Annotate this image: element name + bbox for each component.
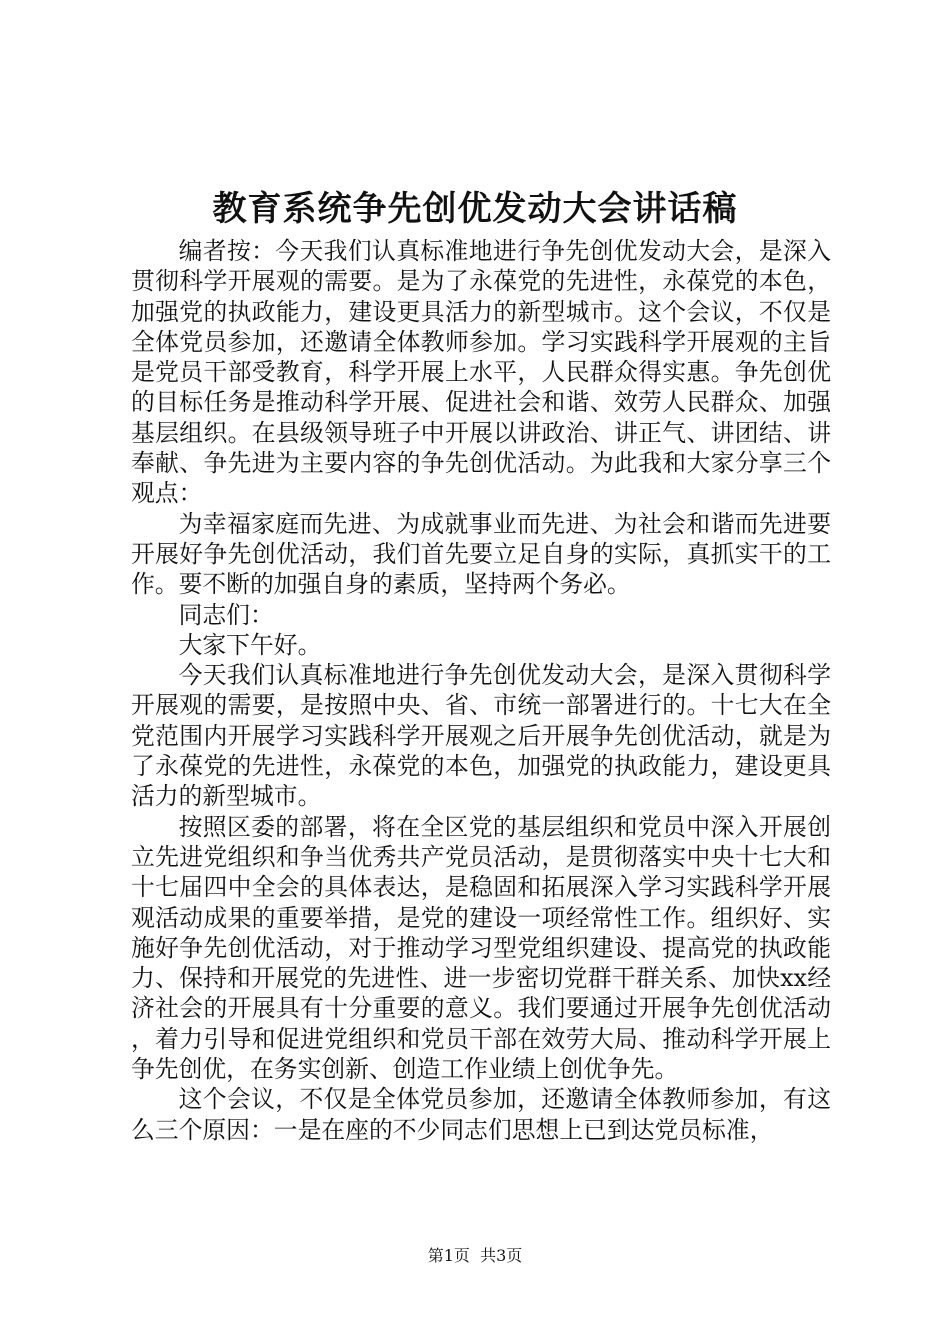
paragraph-district-deployment: 按照区委的部署，将在全区党的基层组织和党员中深入开展创立先进党组织和争当优秀共产党员活动，是贯彻落实中央十七大和十七届四中全会的具体表达，是稳固和拓展深入学习实践科学开展观活动成果的重要举措，是党的建设一项经常性工作。组织好、实施好争先创优活动，对于推动学习型党组织建设、提高党的执政能力、保持和开展党的先进性、进一步密切党群干群关系、加快xx经济社会的开展具有十分重要的意义。我们要通过开展争先创优活动，着力引导和促进党组织和党员干部在效劳大局、推动科学开展上争先创优，在务实创新、创造工作业绩上创优争先。 bbox=[131, 812, 831, 1084]
document-title: 教育系统争先创优发动大会讲话稿 bbox=[212, 189, 738, 229]
page-number-current: 第1页 bbox=[427, 1246, 470, 1265]
paragraph-meeting-reasons: 这个会议，不仅是全体党员参加，还邀请全体教师参加，有这么三个原因：一是在座的不少同志们思想上已到达党员标准， bbox=[131, 1085, 831, 1144]
paragraph-greeting-comrades: 同志们： bbox=[178, 600, 274, 629]
paragraph-greeting-afternoon: 大家下午好。 bbox=[178, 630, 322, 659]
page-number-total: 共3页 bbox=[480, 1246, 523, 1265]
paragraph-today-meeting: 今天我们认真标准地进行争先创优发动大会，是深入贯彻科学开展观的需要，是按照中央、省、市统一部署进行的。十七大在全党范围内开展学习实践科学开展观之后开展争先创优活动，就是为了永葆党的先进性，永葆党的本色，加强党的执政能力，建设更具活力的新型城市。 bbox=[131, 661, 831, 811]
page-footer bbox=[0, 1245, 950, 1267]
document-body bbox=[131, 236, 831, 1145]
paragraph-advance: 为幸福家庭而先进、为成就事业而先进、为社会和谐而先进要开展好争先创优活动，我们首先要立足自身的实际，真抓实干的工作。要不断的加强自身的素质，坚持两个务必。 bbox=[131, 509, 831, 599]
paragraph-editor-note: 编者按：今天我们认真标准地进行争先创优发动大会，是深入贯彻科学开展观的需要。是为了永葆党的先进性，永葆党的本色，加强党的执政能力，建设更具活力的新型城市。这个会议，不仅是全体党员参加，还邀请全体教师参加。学习实践科学开展观的主旨是党员干部受教育，科学开展上水平，人民群众得实惠。争先创优的目标任务是推动科学开展、促进社会和谐、效劳人民群众、加强基层组织。在县级领导班子中开展以讲政治、讲正气、讲团结、讲奉献、争先进为主要内容的争先创优活动。为此我和大家分享三个观点： bbox=[131, 237, 831, 508]
